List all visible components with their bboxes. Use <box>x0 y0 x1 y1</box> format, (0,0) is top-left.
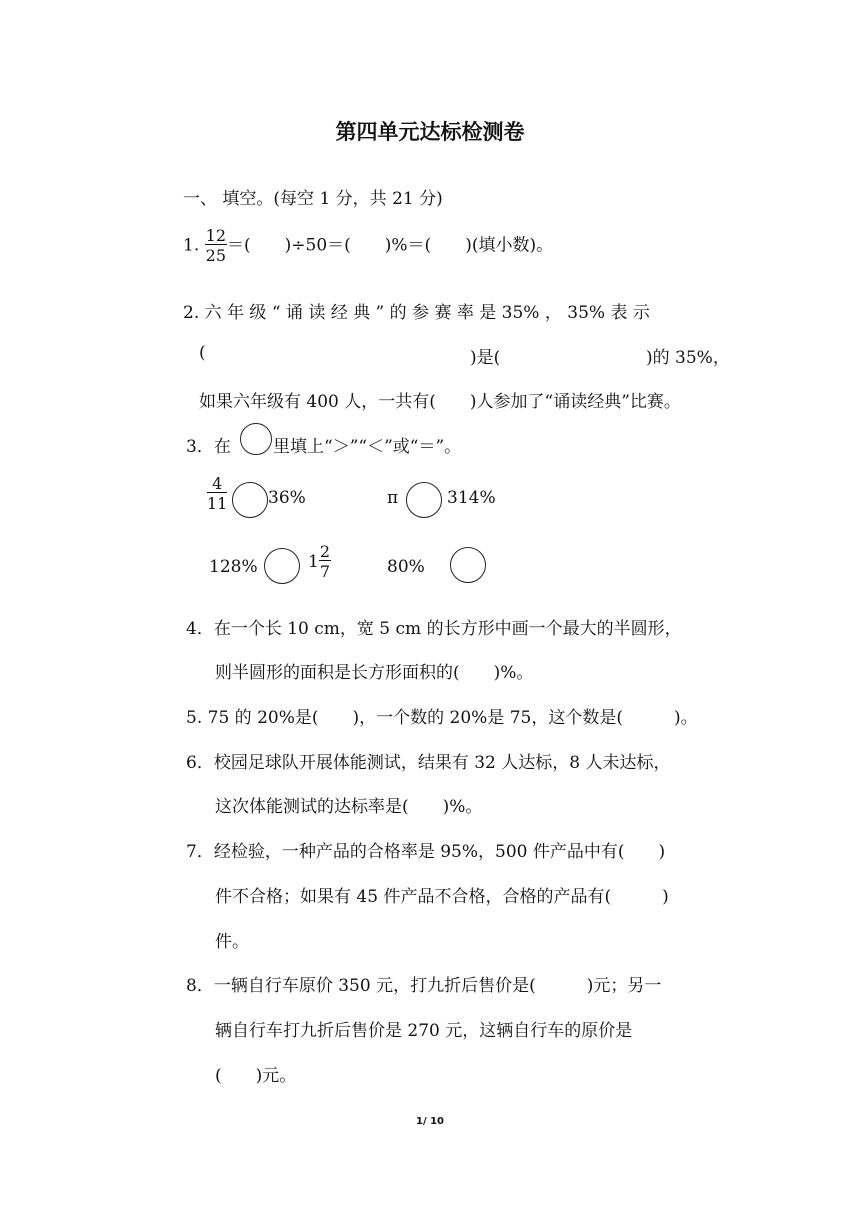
compare-item-2-right: 314% <box>447 488 496 508</box>
fraction-denominator: 7 <box>319 562 331 581</box>
compare-circle-sample <box>240 423 272 455</box>
question-2-line-3: 如果六年级有 400 人，一共有( )人参加了“诵读经典”比赛。 <box>199 392 681 412</box>
question-4-line-2: 则半圆形的面积是长方形面积的( )%。 <box>215 663 534 683</box>
question-4-line-1: 4．在一个长 10 cm，宽 5 cm 的长方形中画一个最大的半圆形， <box>186 619 682 639</box>
fraction-numerator: 12 <box>205 226 226 245</box>
question-2-line-2-end: )的 35%， <box>646 348 730 368</box>
fraction-denominator: 25 <box>205 246 226 265</box>
mixed-number-whole: 1 <box>308 552 319 572</box>
question-7-line-1: 7．经检验，一种产品的合格率是 95%，500 件产品中有( ) <box>186 842 666 862</box>
fraction-denominator: 11 <box>207 494 228 513</box>
fraction <box>207 476 227 512</box>
question-7-line-3: 件。 <box>215 932 249 952</box>
page-title: 第四单元达标检测卷 <box>335 120 525 144</box>
compare-circle-3[interactable] <box>264 548 300 584</box>
fraction <box>205 228 227 264</box>
compare-item-1-right: 36% <box>268 488 306 508</box>
question-2-line-2-mid: )是( <box>470 348 501 368</box>
compare-item-3-right <box>308 544 331 580</box>
question-1 <box>183 228 553 264</box>
fraction <box>319 544 331 580</box>
compare-circle-2[interactable] <box>406 482 442 518</box>
question-3-text: 里填上“＞”“＜”或“＝”。 <box>273 437 462 457</box>
fraction-numerator: 4 <box>207 476 227 493</box>
question-8-line-1: 8．一辆自行车原价 350 元，打九折后售价是( )元；另一 <box>186 976 662 996</box>
compare-item-1-left <box>207 476 227 512</box>
question-2-line-1: 2. 六 年 级 “ 诵 读 经 典 ” 的 参 赛 率 是 35% ， 35% 表 示 <box>183 303 650 323</box>
section-heading: 一、 填空。(每空 1 分，共 21 分) <box>183 189 443 209</box>
question-8-line-3: ( )元。 <box>215 1066 297 1086</box>
compare-item-2-left: π <box>387 488 399 508</box>
question-8-line-2: 辆自行车打九折后售价是 270 元，这辆自行车的原价是 <box>215 1021 633 1041</box>
question-7-line-2: 件不合格；如果有 45 件产品不合格，合格的产品有( ) <box>215 887 669 907</box>
question-5-line-1: 5. 75 的 20%是( )，一个数的 20%是 75，这个数是( )。 <box>186 708 698 728</box>
question-3-prefix: 3．在 <box>186 437 231 457</box>
question-6-line-1: 6．校园足球队开展体能测试，结果有 32 人达标，8 人未达标， <box>186 753 671 773</box>
question-6-line-2: 这次体能测试的达标率是( )%。 <box>215 797 483 817</box>
compare-item-4-left: 80% <box>387 557 425 577</box>
question-text: ＝( )÷50＝( )%＝( )(填小数)。 <box>227 235 554 256</box>
compare-circle-4[interactable] <box>450 547 486 583</box>
compare-circle-1[interactable] <box>232 482 268 518</box>
question-2-blank-open: ( <box>199 343 206 363</box>
question-number: 1. <box>183 235 200 256</box>
page-number: 1/ 10 <box>415 1116 444 1127</box>
fraction-numerator: 2 <box>319 542 331 561</box>
compare-item-3-left: 128% <box>209 557 258 577</box>
